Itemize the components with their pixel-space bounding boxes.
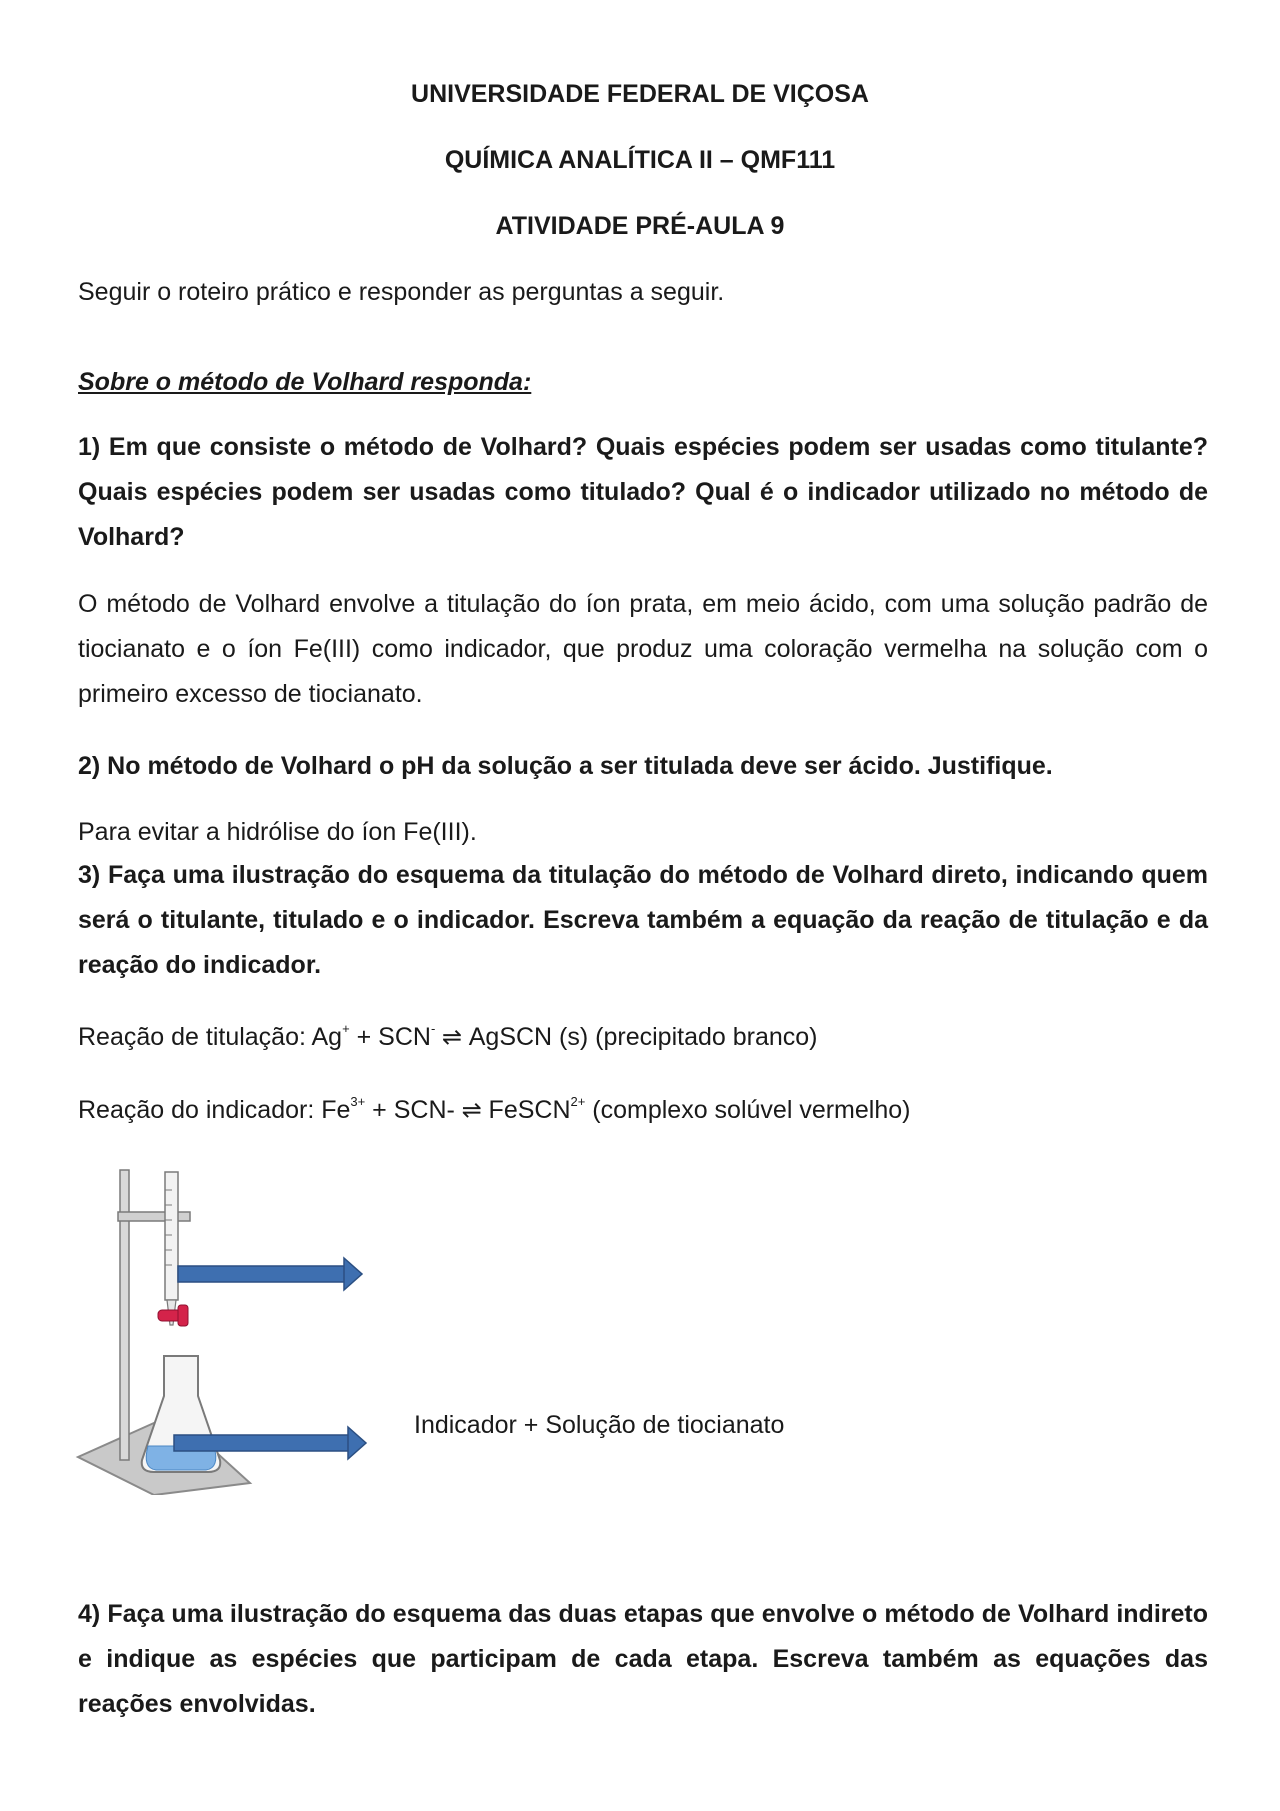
titration-reaction: Reação de titulação: Ag+ + SCN- ⇌ AgSCN (s) (precipitado branco) — [78, 1021, 818, 1051]
question-4: 4) Faça uma ilustração do esquema das duas etapas que envolve o método de Volhard indireto e indique as espécies que participam de cada etapa. Escreva também as equações das reações envolvidas. — [78, 1600, 1208, 1718]
arrow-titulante-icon — [178, 1258, 362, 1290]
clamp-bar — [118, 1212, 190, 1221]
question-2: 2) No método de Volhard o pH da solução a ser titulada deve ser ácido. Justifique. — [78, 752, 1053, 780]
university-title: UNIVERSIDADE FEDERAL DE VIÇOSA — [411, 80, 869, 108]
question-3: 3) Faça uma ilustração do esquema da titulação do método de Volhard direto, indicando quem será o titulante, titulado e o indicador. Escreva também a equação da reação de titulação e da reação do indicador. — [78, 861, 1208, 979]
course-title: QUÍMICA ANALÍTICA II – QMF111 — [444, 146, 836, 174]
equilibrium-arrow-icon: ⇌ — [435, 1024, 469, 1051]
indicator-reaction: Reação do indicador: $Fe^{3+} + SCN-$ ⇌ FeSCN$^{2+}$ (complexo solúvel vermelho) — [78, 1094, 911, 1124]
titration-apparatus-figure — [74, 1160, 404, 1495]
activity-title: ATIVIDADE PRÉ-AULA 9 — [495, 212, 785, 240]
figure-label: Indicador + Solução de tiocianato — [414, 1411, 785, 1439]
answer-1: O método de Volhard envolve a titulação do íon prata, em meio ácido, com uma solução padrão de tiocianato e o íon Fe(III) como indicador, que produz uma coloração vermelha na solução com o primeiro excesso de tiocianato. — [78, 590, 1208, 708]
question-1: 1) Em que consiste o método de Volhard? Quais espécies podem ser usadas como titulante? Quais espécies podem ser usadas como titulado? Qual é o indicador utilizado no método de Volhard? — [78, 433, 1208, 551]
burette — [165, 1172, 178, 1300]
answer-2: Para evitar a hidrólise do íon Fe(III). — [78, 818, 477, 846]
equilibrium-arrow-icon: ⇌ — [461, 1097, 489, 1124]
section-heading: Sobre o método de Volhard responda: — [78, 368, 532, 396]
intro-text: Seguir o roteiro prático e responder as perguntas a seguir. — [78, 278, 725, 306]
